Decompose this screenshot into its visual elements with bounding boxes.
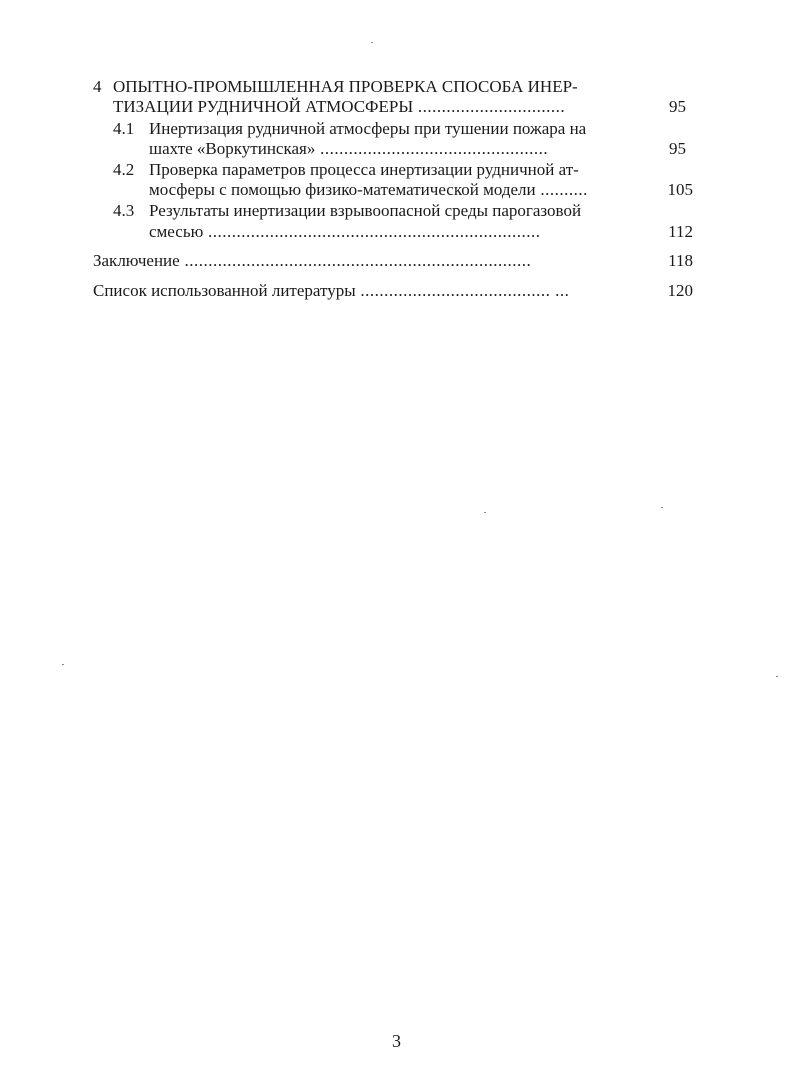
toc-s42-line1: Проверка параметров процесса инертизации рудничной ат- bbox=[149, 160, 579, 179]
toc-s43-leader: ...................................................................... bbox=[203, 222, 541, 241]
toc-references-page: 120 bbox=[667, 281, 693, 300]
toc-s43-page: 112 bbox=[668, 222, 693, 241]
toc-s42-line2 bbox=[149, 180, 588, 200]
toc-ch4-title-line1: ОПЫТНО-ПРОМЫШЛЕННАЯ ПРОВЕРКА СПОСОБА ИНЕР- bbox=[113, 77, 578, 96]
toc-s41-line2-text: шахте «Воркутинская» bbox=[149, 139, 316, 158]
toc-conclusion-leader: ......................................................................... bbox=[179, 251, 532, 270]
toc-s41-number: 4.1 bbox=[113, 119, 135, 138]
toc-s43-line1: Результаты инертизации взрывоопасной среды парогазовой bbox=[149, 201, 582, 220]
scan-speck bbox=[661, 507, 663, 508]
toc-conclusion-page: 118 bbox=[668, 251, 693, 270]
toc-references-leader: ........................................ ... bbox=[355, 281, 570, 300]
toc-ch4-leader: ............................... bbox=[413, 97, 566, 116]
scan-speck bbox=[776, 676, 778, 677]
page-number: 3 bbox=[392, 1031, 401, 1051]
toc-s43-line2 bbox=[149, 222, 541, 242]
toc-ch4-title-line2-text: ТИЗАЦИИ РУДНИЧНОЙ АТМОСФЕРЫ bbox=[113, 97, 414, 116]
toc-s41-line2 bbox=[149, 139, 548, 159]
toc-s41-line1: Инертизация рудничной атмосферы при тушении пожара на bbox=[149, 119, 587, 138]
toc-ch4-page: 95 bbox=[669, 97, 686, 116]
toc-s42-line2-text: мосферы с помощью физико-математической модели bbox=[149, 180, 536, 199]
toc-s42-leader: .......... bbox=[535, 180, 588, 199]
toc-conclusion bbox=[93, 251, 531, 271]
toc-s43-line2-text: смесью bbox=[149, 222, 204, 241]
toc-ch4-number: 4 bbox=[93, 77, 102, 96]
toc-s41-page: 95 bbox=[669, 139, 686, 158]
toc-references bbox=[93, 281, 569, 301]
toc-s42-page: 105 bbox=[667, 180, 693, 199]
toc-references-title: Список использованной литературы bbox=[93, 281, 356, 300]
scan-speck bbox=[62, 664, 64, 665]
toc-ch4-title-line2 bbox=[113, 97, 565, 117]
toc-s43-number: 4.3 bbox=[113, 201, 135, 220]
scan-speck bbox=[484, 512, 486, 513]
toc-s42-number: 4.2 bbox=[113, 160, 135, 179]
toc-s41-leader: ................................................ bbox=[315, 139, 549, 158]
scan-speck bbox=[371, 42, 373, 43]
toc-conclusion-title: Заключение bbox=[93, 251, 180, 270]
